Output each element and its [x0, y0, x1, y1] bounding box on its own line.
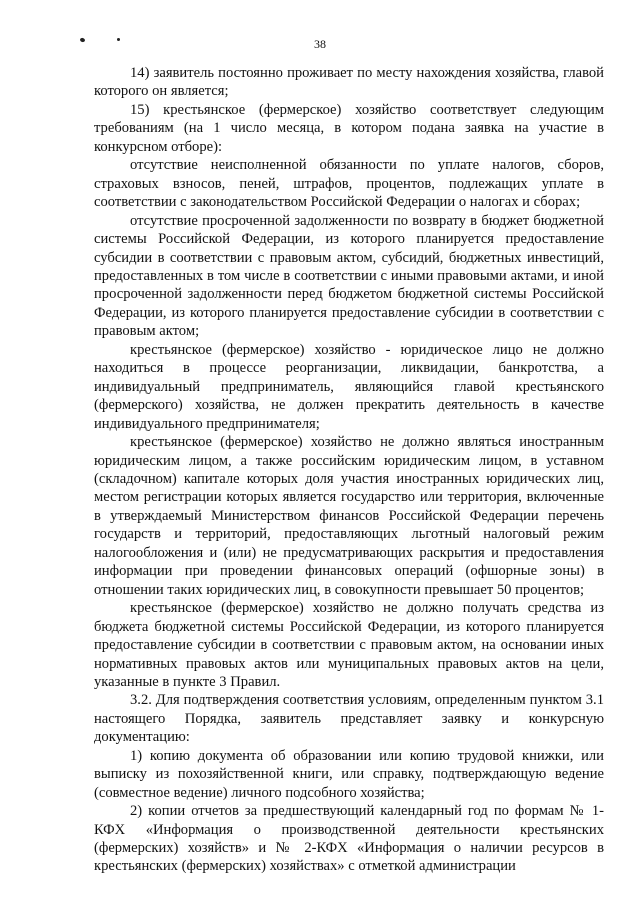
- paragraph-item-14: 14) заявитель постоянно проживает по месту нахождения хозяйства, главой которого он является;: [94, 65, 604, 100]
- page-number: 38: [314, 37, 326, 51]
- paragraph-no-other-funds: крестьянское (фермерское) хозяйство не должно получать средства из бюджета бюджетной системы Российской Федерации, из которого планируется предоставление субсидии в соответствии с правовым актом, на основании иных нормативных правовых актов или муниципальных правовых актов на цели, указанные в пункте 3 Правил.: [94, 600, 604, 690]
- paragraph-list-1: 1) копию документа об образовании или копию трудовой книжки, или выписку из похозяйственной книги, или справку, подтверждающую ведение (совместное ведение) личного подсобного хозяйства;: [94, 747, 604, 801]
- document-body: [94, 64, 604, 876]
- paragraph-no-reorganization: крестьянское (фермерское) хозяйство - юридическое лицо не должно находиться в процессе реорганизации, ликвидации, банкротства, а индивидуальный предприниматель, являющийся главой крестьянского (фермерского) хозяйства, не должен прекратить деятельность в качестве индивидуального предпринимателя;: [94, 341, 604, 432]
- paragraph-no-tax-debt: отсутствие неисполненной обязанности по уплате налогов, сборов, страховых взносов, пеней, штрафов, процентов, подлежащих уплате в соответствии с законодательством Российской Федерации о налогах и сборах;: [94, 157, 604, 211]
- paragraph-list-2: 2) копии отчетов за предшествующий календарный год по формам № 1-КФХ «Информация о производственной деятельности крестьянских (фермерских) хозяйств» и № 2-КФХ «Информация о наличии ресурсов в крестьянских (фермерских) хозяйствах» с отметкой администрации: [94, 803, 604, 875]
- paragraph-not-foreign-entity: крестьянское (фермерское) хозяйство не должно являться иностранным юридическим лицом, а также российским юридическим лицом, в уставном (складочном) капитале которых доля участия иностранных юридических лиц, местом регистрации которых является государство или территория, включенные в утверждаемый Министерством финансов Российской Федерации перечень государств и территорий, предоставляющих льготный налоговый режим налогообложения и (или) не предусматривающих раскрытия и предоставления информации при проведении финансовых операций (офшорные зоны) в отношении таких юридических лиц, в совокупности превышает 50 процентов;: [94, 434, 604, 598]
- paragraph-3-2: 3.2. Для подтверждения соответствия условиям, определенным пунктом 3.1 настоящего Порядка, заявитель представляет заявку и конкурсную документацию:: [94, 692, 604, 746]
- paragraph-item-15: 15) крестьянское (фермерское) хозяйство соответствует следующим требованиям (на 1 число месяца, в котором подана заявка на участие в конкурсном отборе):: [94, 101, 604, 155]
- paragraph-no-budget-debt: отсутствие просроченной задолженности по возврату в бюджет бюджетной системы Российской Федерации, из которого планируется предоставление субсидии в соответствии с правовым актом, субсидий, бюджетных инвестиций, предоставленных в том числе в соответствии с иными правовыми актами, и иной просроченной задолженности перед бюджетом бюджетной системы Российской Федерации, из которого планируется предоставление субсидии в соответствии с правовым актом;: [94, 212, 604, 340]
